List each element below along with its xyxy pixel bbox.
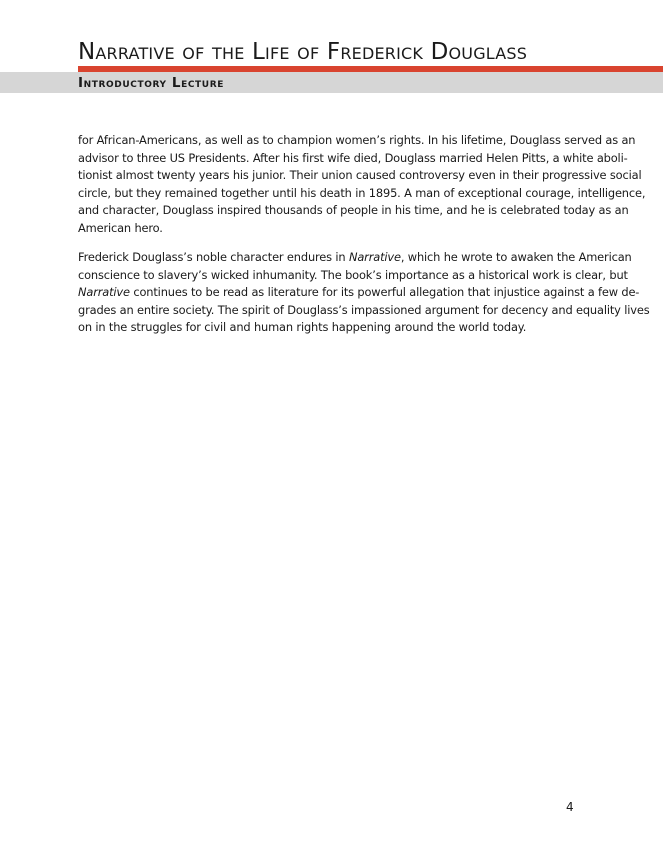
text-line: conscience to slavery’s wicked inhumanity. The book’s importance as a historical work is clear, but	[78, 267, 628, 282]
text-run: , which he wrote to awaken the American	[400, 250, 632, 264]
page-number: 4	[566, 800, 574, 814]
text-line	[78, 249, 632, 267]
text-line: advisor to three US Presidents. After his first wife died, Douglass married Helen Pitts, a white aboli-	[78, 150, 628, 165]
text-line: grades an entire society. The spirit of Douglass’s impassioned argument for decency and equality lives	[78, 302, 650, 317]
book-title-italic: Narrative	[78, 285, 130, 299]
text-line: and character, Douglass inspired thousands of people in his time, and he is celebrated today as an	[78, 203, 629, 217]
text-run: continues to be read as literature for its powerful allegation that injustice against a few de-	[129, 285, 640, 299]
text-line: on in the struggles for civil and human rights happening around the world today.	[78, 320, 527, 334]
text-run: Frederick Douglass’s noble character endures in	[78, 250, 349, 264]
section-title: Introductory Lecture	[78, 75, 224, 91]
text-line: circle, but they remained together until his death in 1895. A man of exceptional courage, intelligence,	[78, 185, 646, 200]
paragraph-1	[78, 132, 646, 237]
body-text	[78, 132, 650, 349]
page-title: Narrative of the Life of Frederick Douglass	[78, 39, 528, 65]
book-title-italic: Narrative	[348, 250, 401, 264]
text-line: tionist almost twenty years his junior. Their union caused controversy even in their progressive social	[78, 168, 642, 182]
text-line: for African-Americans, as well as to champion women’s rights. In his lifetime, Douglass served as an	[78, 133, 636, 147]
text-line	[78, 284, 640, 302]
text-line: American hero.	[78, 220, 163, 235]
paragraph-2	[78, 249, 650, 337]
